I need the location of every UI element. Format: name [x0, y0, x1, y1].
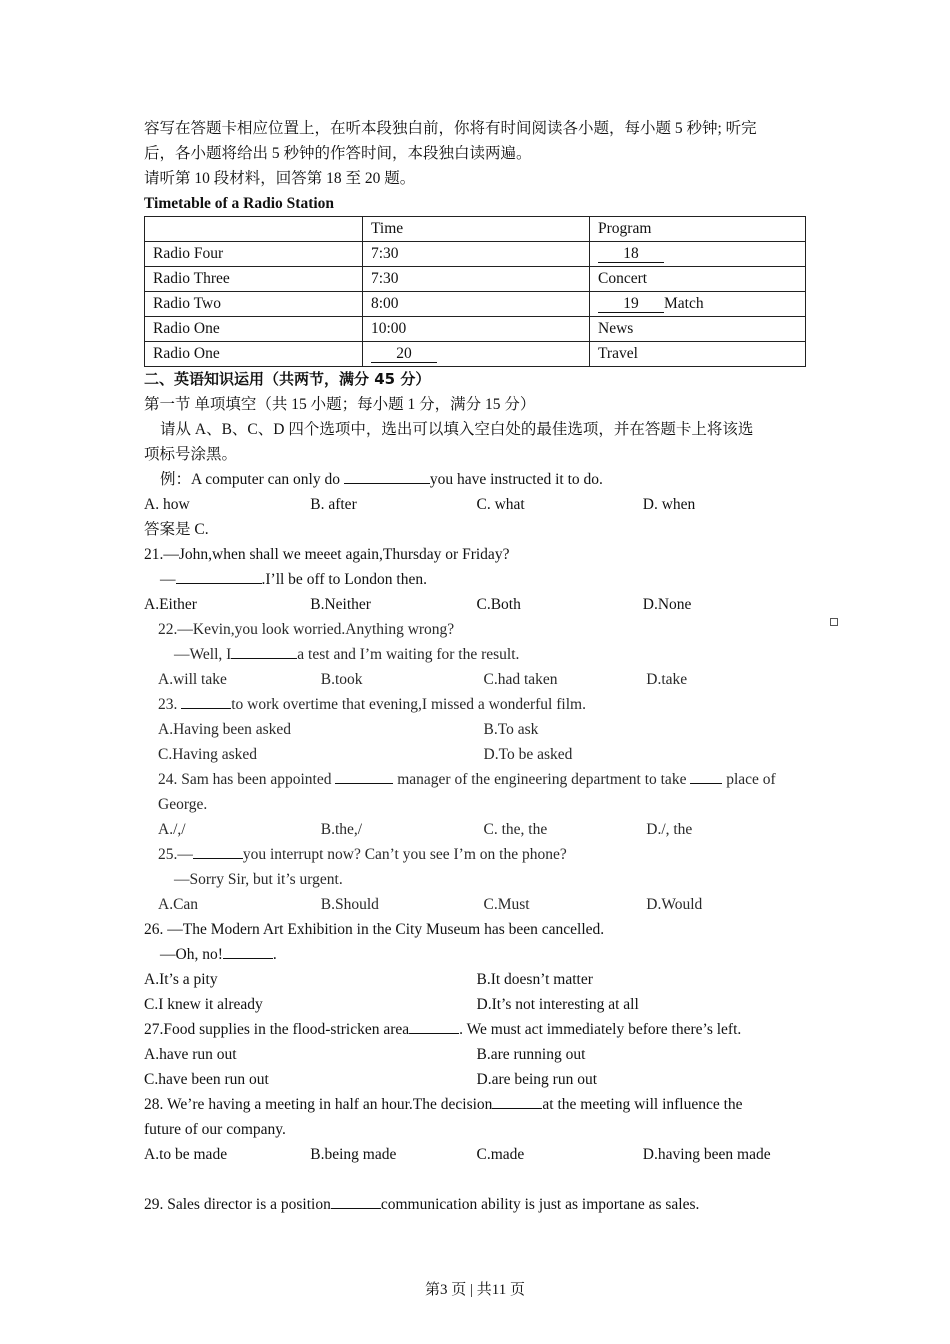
part-title: 第一节 单项填空（共 15 小题；每小题 1 分，满分 15 分） [144, 396, 536, 413]
answer-blank [181, 693, 231, 709]
spacer [144, 1167, 809, 1192]
option: C.had taken [483, 671, 558, 688]
table-cell [363, 342, 590, 367]
question-24-options [144, 817, 809, 842]
option: B.Should [320, 896, 379, 913]
table-cell: Radio One [145, 342, 363, 367]
table-row [145, 267, 806, 292]
question-21-reply [144, 567, 809, 592]
table-header-cell: Time [363, 217, 590, 242]
question-26-options-row-1 [144, 967, 809, 992]
table-cell: News [590, 317, 806, 342]
option: C.Must [483, 896, 530, 913]
question-text: manager of the engineering department to take [393, 771, 691, 788]
option: D.having been made [642, 1146, 771, 1163]
example-options [144, 492, 809, 517]
intro-line-3: 请听第 10 段材料，回答第 18 至 20 题。 [144, 170, 416, 187]
question-text: 23. [158, 696, 182, 713]
option: D.It’s not interesting at all [476, 996, 639, 1013]
option: C. what [476, 496, 525, 513]
answer-blank [492, 1093, 542, 1109]
option: A.will take [158, 671, 227, 688]
answer-blank-18: 18 [598, 245, 664, 263]
question-text: at the meeting will influence the [542, 1096, 743, 1113]
question-21-stem: 21.—John,when shall we meeet again,Thursday or Friday? [144, 546, 510, 563]
question-text: 28. We’re having a meeting in half an hour.The decision [144, 1096, 493, 1113]
answer-blank [331, 1193, 381, 1209]
option: C.have been run out [144, 1071, 269, 1088]
option: D.To be asked [483, 746, 573, 763]
option: D.Would [646, 896, 703, 913]
question-22-options [144, 667, 809, 692]
table-row [145, 317, 806, 342]
table-cell [590, 292, 806, 317]
question-27-stem [144, 1017, 809, 1042]
option: C.made [476, 1146, 525, 1163]
question-text: to work overtime that evening,I missed a wonderful film. [231, 696, 586, 713]
answer-blank-19: 19 [598, 295, 664, 313]
example-text: 例：A computer can only do [160, 471, 344, 488]
option: A.Either [144, 596, 197, 613]
table-cell: Radio Four [145, 242, 363, 267]
section-title: 二、英语知识运用（共两节，满分 45 分） [144, 370, 431, 388]
instruction-line-2: 项标号涂黑。 [144, 446, 238, 463]
option: A.Having been asked [158, 721, 291, 738]
table-cell [590, 242, 806, 267]
page-content [144, 116, 809, 1217]
table-cell: 10:00 [363, 317, 590, 342]
question-25-stem [144, 842, 809, 867]
timetable [144, 216, 806, 367]
question-text: communication ability is just as importane as sales. [380, 1196, 700, 1213]
table-header-cell: Program [590, 217, 806, 242]
answer-blank [193, 843, 243, 859]
reply-text: a test and I’m waiting for the result. [297, 646, 520, 663]
answer-blank [223, 943, 273, 959]
question-25-options [144, 892, 809, 917]
table-cell-text: Match [664, 295, 704, 312]
answer-blank [231, 643, 297, 659]
table-cell: 7:30 [363, 267, 590, 292]
question-21-options [144, 592, 809, 617]
option: C.Both [476, 596, 521, 613]
table-cell: Travel [590, 342, 806, 367]
question-25-reply: —Sorry Sir, but it’s urgent. [174, 871, 343, 888]
option: B. after [310, 496, 357, 513]
option: A.have run out [144, 1046, 237, 1063]
question-26-stem: 26. —The Modern Art Exhibition in the City Museum has been cancelled. [144, 921, 605, 938]
intro-line-2: 后，各小题将给出 5 秒钟的作答时间，本段独白读两遍。 [144, 145, 532, 162]
question-text: . We must act immediately before there’s left. [459, 1021, 742, 1038]
table-cell: Radio One [145, 317, 363, 342]
table-row [145, 342, 806, 367]
option: D.None [642, 596, 692, 613]
question-26-options-row-2 [144, 992, 809, 1017]
intro-line-1: 容写在答题卡相应位置上，在听本段独白前，你将有时间阅读各小题，每小题 5 秒钟; 听完 [144, 120, 757, 137]
example-text: you have instructed it to do. [429, 471, 603, 488]
option: D.take [646, 671, 688, 688]
question-27-options-row-2 [144, 1067, 809, 1092]
answer-blank [344, 468, 430, 484]
question-text: 25.— [158, 846, 193, 863]
option: B.are running out [476, 1046, 586, 1063]
question-27-options-row-1 [144, 1042, 809, 1067]
answer-blank [335, 768, 393, 784]
question-text: 29. Sales director is a position [144, 1196, 331, 1213]
option: B.took [320, 671, 363, 688]
reply-text: —Oh, no! [160, 946, 223, 963]
reply-text: — [160, 571, 176, 588]
option: A.to be made [144, 1146, 228, 1163]
question-28-stem [144, 1092, 809, 1117]
reply-text: . [272, 946, 277, 963]
checkbox-mark [830, 618, 838, 626]
reply-text: —Well, I [174, 646, 232, 663]
table-cell: 7:30 [363, 242, 590, 267]
question-text: 27.Food supplies in the flood-stricken area [144, 1021, 410, 1038]
table-row [145, 292, 806, 317]
answer-blank [409, 1018, 459, 1034]
question-28-options [144, 1142, 809, 1167]
question-24-stem [144, 767, 809, 792]
table-cell: Radio Three [145, 267, 363, 292]
option: A.It’s a pity [144, 971, 218, 988]
option: B.the,/ [320, 821, 363, 838]
question-23-stem [144, 692, 809, 717]
option: C.I knew it already [144, 996, 263, 1013]
question-28-stem-line-2: future of our company. [144, 1121, 286, 1138]
table-header-cell [145, 217, 363, 242]
question-text: place of [722, 771, 776, 788]
answer-blank [690, 768, 722, 784]
table-cell: Radio Two [145, 292, 363, 317]
reply-text: .I’ll be off to London then. [261, 571, 427, 588]
question-26-reply [144, 942, 809, 967]
option: D. when [642, 496, 696, 513]
option: B.To ask [483, 721, 539, 738]
question-23-options-row-2 [144, 742, 809, 767]
table-row [145, 242, 806, 267]
question-22-reply [144, 642, 809, 667]
option: B.being made [310, 1146, 397, 1163]
example-answer: 答案是 C. [144, 521, 209, 538]
table-cell: 8:00 [363, 292, 590, 317]
option: B.It doesn’t matter [476, 971, 593, 988]
table-cell: Concert [590, 267, 806, 292]
timetable-title: Timetable of a Radio Station [144, 195, 335, 212]
instruction-line-1: 请从 A、B、C、D 四个选项中，选出可以填入空白处的最佳选项，并在答题卡上将该选 [160, 421, 754, 438]
page-footer: 第3 页 | 共11 页 [425, 1282, 525, 1298]
option: C. the, the [483, 821, 548, 838]
option: C.Having asked [158, 746, 258, 763]
question-text: 24. Sam has been appointed [158, 771, 336, 788]
question-24-stem-line-2: George. [158, 796, 208, 813]
option: A.Can [158, 896, 199, 913]
option: D.are being run out [476, 1071, 598, 1088]
option: A./,/ [158, 821, 186, 838]
option: D./, the [646, 821, 693, 838]
example-stem [144, 467, 809, 492]
question-23-options-row-1 [144, 717, 809, 742]
table-header-row [145, 217, 806, 242]
answer-blank-20: 20 [371, 345, 437, 363]
answer-blank [176, 568, 262, 584]
option: A. how [144, 496, 190, 513]
question-22-stem: 22.—Kevin,you look worried.Anything wrong? [158, 621, 455, 638]
question-text: you interrupt now? Can’t you see I’m on the phone? [242, 846, 567, 863]
option: B.Neither [310, 596, 371, 613]
question-29-stem [144, 1192, 809, 1217]
